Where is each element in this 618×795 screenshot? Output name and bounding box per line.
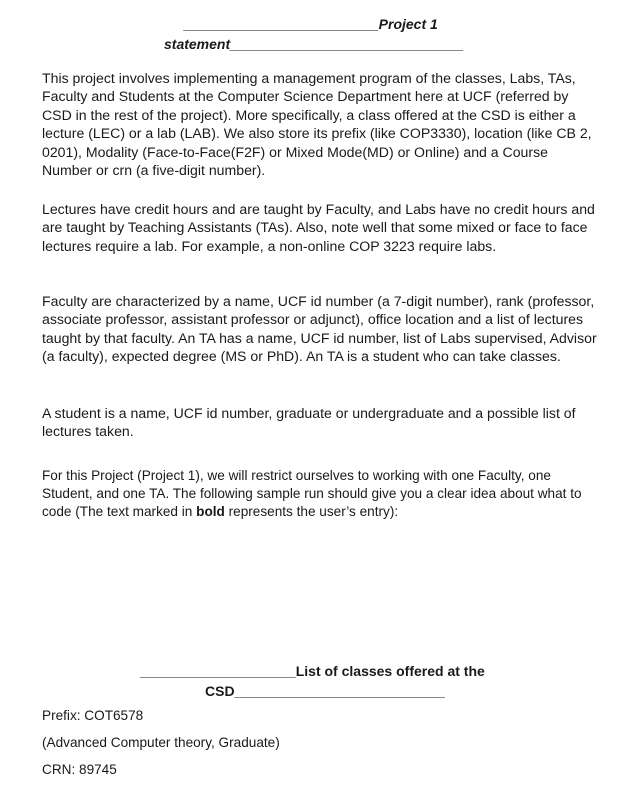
paragraph-faculty-ta: Faculty are characterized by a name, UCF id number (a 7-digit number), rank (professor, associate professor, assistant professor or adjunct), office location and a list of lectures taught by that faculty. An TA has a name, UCF id number, list of Labs supervised, Advisor (a faculty), expected degree (MS or PhD). An TA is a student who can take classes.	[42, 293, 597, 365]
classes-heading-line2: CSD___________________________	[205, 683, 445, 699]
class-crn: CRN: 89745	[42, 762, 117, 777]
class-prefix: Prefix: COT6578	[42, 708, 144, 723]
scope-text-after: represents the user’s entry):	[224, 504, 399, 520]
class-description: (Advanced Computer theory, Graduate)	[42, 735, 280, 750]
paragraph-intro: This project involves implementing a management program of the classes, Labs, TAs, Faculty and Students at the Computer Science Department here at UCF (referred by CSD in the rest of the project). More specifically, a class offered at the CSD is either a lecture (LEC) or a lab (LAB). We also store its prefix (like COP3330), location (like CB 2, 0201), Modality (Face-to-Face(F2F) or Mixed Mode(MD) or Online) and a Course Number or crn (a five-digit number).	[42, 70, 592, 179]
scope-text-before: For this Project (Project 1), we will restrict ourselves to working with one Faculty, one Student, and one TA. The following sample run should give you a clear idea about what to code (The text marked in	[42, 468, 582, 520]
project-heading-line2: statement______________________________	[164, 36, 464, 52]
paragraph-project-scope	[42, 467, 602, 522]
project-heading-line1: _________________________Project 1	[184, 16, 438, 32]
paragraph-lectures-labs: Lectures have credit hours and are taught by Faculty, and Labs have no credit hours and are taught by Teaching Assistants (TAs). Also, note well that some mixed or face to face lectures require a lab. For example, a non-online COP 3223 require labs.	[42, 201, 595, 254]
bold-word: bold	[196, 504, 225, 520]
classes-heading-line1: ____________________List of classes offered at the	[140, 663, 485, 679]
paragraph-student: A student is a name, UCF id number, graduate or undergraduate and a possible list of lectures taken.	[42, 405, 576, 440]
